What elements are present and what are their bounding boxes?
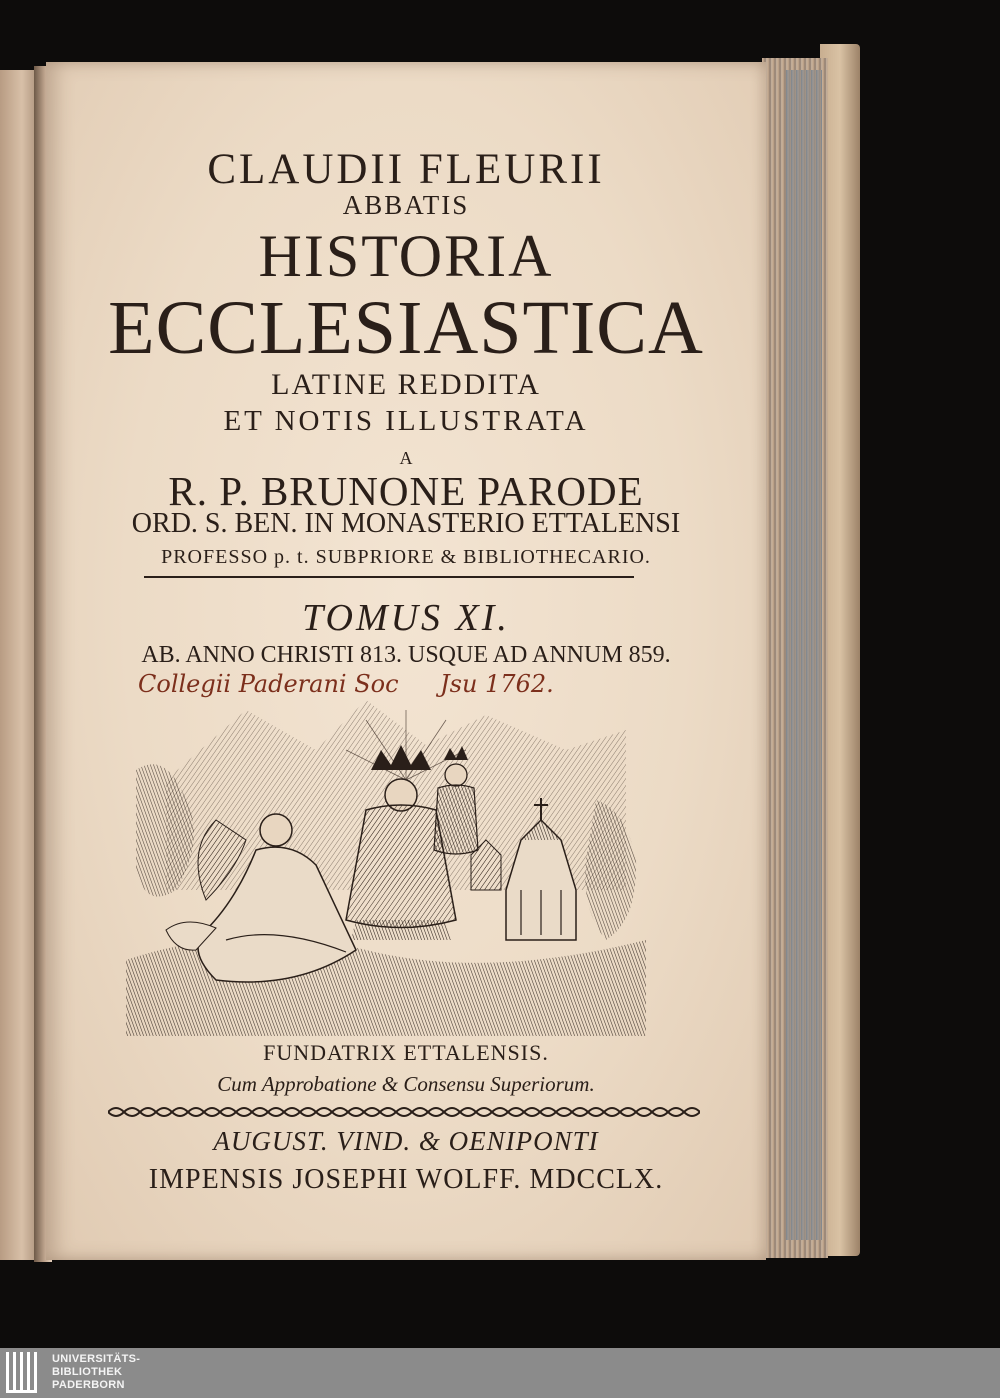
decorative-border [108,1104,700,1120]
by-line: A [399,448,413,468]
order-line: ORD. S. BEN. IN MONASTERIO ETTALENSI [131,508,681,539]
subtitle-line-2: ET NOTIS ILLUSTRATA [223,405,589,437]
office-line: PROFESSO p. t. SUBPRIORE & BIBLIOTHECARIO. [161,546,651,568]
handwritten-ownership-year: Jsu 1762. [440,670,554,698]
title-rule [144,576,634,578]
library-name [52,1353,140,1392]
page-edge-coloring [786,70,822,1240]
engraving-illustration [126,690,646,1036]
approbation-line: Cum Approbatione & Consensu Superiorum. [217,1072,595,1096]
author-line: CLAUDII FLEURII [207,146,605,193]
year-range-line: AB. ANNO CHRISTI 813. USQUE AD ANNUM 859. [141,642,671,668]
author-title-line: ABBATIS [342,190,470,220]
library-name-line-1: UNIVERSITÄTS- [52,1353,141,1365]
volume-line: TOMUS XI. [302,597,510,639]
library-name-line-3: PADERBORN [52,1379,125,1391]
subtitle-line-1: LATINE REDDITA [271,368,541,401]
library-logo-icon [4,1350,44,1396]
imprint-line: IMPENSIS JOSEPHI WOLFF. MDCCLX. [148,1164,664,1195]
translator-line: R. P. BRUNONE PARODE [168,468,644,514]
place-line: AUGUST. VIND. & OENIPONTI [213,1126,599,1156]
title-line-2: ECCLESIASTICA [108,286,704,370]
library-footer-bar [0,1348,1000,1398]
handwritten-ownership-note: Collegii Paderani Soc [138,670,399,698]
library-name-line-2: BIBLIOTHEK [52,1366,123,1378]
title-line-1: HISTORIA [258,223,554,289]
engraving-caption: FUNDATRIX ETTALENSIS. [263,1040,549,1065]
